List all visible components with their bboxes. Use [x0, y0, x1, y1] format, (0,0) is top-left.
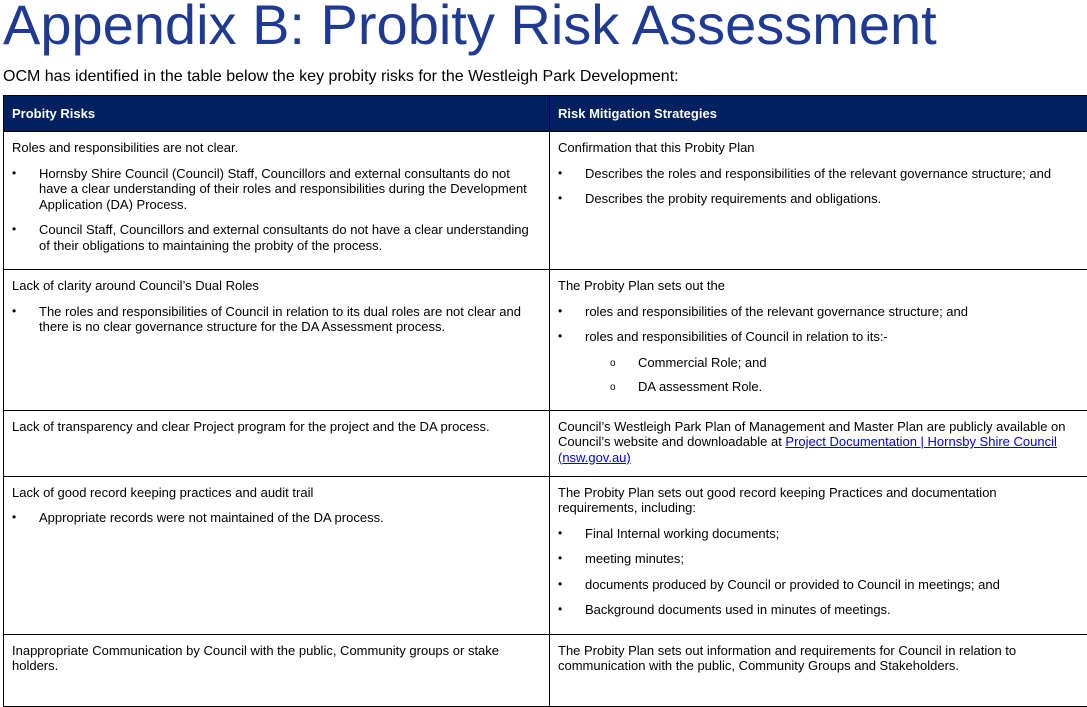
risk-lead: Lack of good record keeping practices and audit trail — [12, 485, 541, 501]
header-probity-risks: Probity Risks — [4, 96, 550, 132]
risk-bullet: • Appropriate records were not maintained of the DA process. — [12, 510, 541, 526]
mitigation-lead: Confirmation that this Probity Plan — [558, 140, 1080, 156]
mitigation-bullet: • Final Internal working documents; — [558, 526, 1080, 542]
risk-bullet: • Hornsby Shire Council (Council) Staff, Councillors and external consultants do not have a clear understanding of their roles and responsibilities during the Development Application (DA) Process. — [12, 166, 541, 213]
mitigation-cell — [550, 410, 1087, 476]
risk-bullet: • Council Staff, Councillors and external consultants do not have a clear understanding of their obligations to maintaining the probity of the process. — [12, 222, 541, 253]
intro-text: OCM has identified in the table below the key probity risks for the Westleigh Park Development: — [3, 67, 679, 87]
probity-risk-table — [3, 95, 1087, 707]
mitigation-bullet: • meeting minutes; — [558, 551, 1080, 567]
mitigation-text — [558, 419, 1080, 466]
mitigation-text-body: Council’s Westleigh Park Plan of Management and Master Plan are publicly available on Council’s website and downloadable at — [558, 419, 1066, 450]
mitigation-lead: The Probity Plan sets out the — [558, 278, 1080, 294]
mitigation-bullet: • Describes the probity requirements and obligations. — [558, 191, 1080, 207]
table-row — [4, 270, 1087, 411]
table-row — [4, 634, 1087, 706]
risk-bullet: • The roles and responsibilities of Council in relation to its dual roles are not clear and there is no clear governance structure for the DA Assessment process. — [12, 304, 541, 335]
risk-bullet-list — [12, 510, 541, 526]
risk-bullet-list — [12, 304, 541, 335]
mitigation-lead: The Probity Plan sets out good record keeping Practices and documentation requirements, including: — [558, 485, 1080, 516]
risk-lead: Lack of transparency and clear Project program for the project and the DA process. — [12, 419, 541, 435]
mitigation-cell — [550, 634, 1087, 706]
mitigation-bullet-list — [558, 526, 1080, 618]
risk-lead: Inappropriate Communication by Council with the public, Community groups or stake holders. — [12, 643, 541, 674]
risk-lead: Roles and responsibilities are not clear. — [12, 140, 541, 156]
header-risk-mitigation: Risk Mitigation Strategies — [550, 96, 1087, 132]
page-title: Appendix B: Probity Risk Assessment — [3, 0, 937, 59]
mitigation-sub-bullet-list — [558, 355, 1080, 395]
mitigation-bullet: • documents produced by Council or provided to Council in meetings; and — [558, 577, 1080, 593]
mitigation-sub-bullet: o DA assessment Role. — [558, 379, 1080, 395]
mitigation-bullet-list — [558, 166, 1080, 207]
mitigation-bullet: • roles and responsibilities of the relevant governance structure; and — [558, 304, 1080, 320]
mitigation-sub-bullet: o Commercial Role; and — [558, 355, 1080, 371]
mitigation-bullet-list — [558, 304, 1080, 345]
mitigation-cell — [550, 476, 1087, 634]
mitigation-bullet: • Describes the roles and responsibilities of the relevant governance structure; and — [558, 166, 1080, 182]
risk-lead: Lack of clarity around Council’s Dual Roles — [12, 278, 541, 294]
table-row — [4, 476, 1087, 634]
mitigation-bullet: • roles and responsibilities of Council in relation to its:- — [558, 329, 1080, 345]
risk-cell — [4, 132, 550, 270]
mitigation-cell — [550, 270, 1087, 411]
risk-cell — [4, 634, 550, 706]
risk-cell — [4, 476, 550, 634]
table-row — [4, 132, 1087, 270]
risk-cell — [4, 410, 550, 476]
risk-cell — [4, 270, 550, 411]
risk-bullet-list — [12, 166, 541, 254]
mitigation-bullet: • Background documents used in minutes of meetings. — [558, 602, 1080, 618]
table-row — [4, 410, 1087, 476]
table-header-row — [4, 96, 1087, 132]
mitigation-cell — [550, 132, 1087, 270]
project-documentation-link[interactable]: Project Documentation | Hornsby Shire Council (nsw.gov.au) — [558, 434, 1057, 465]
mitigation-lead: The Probity Plan sets out information and requirements for Council in relation to communication with the public, Community Groups and Stakeholders. — [558, 643, 1080, 674]
